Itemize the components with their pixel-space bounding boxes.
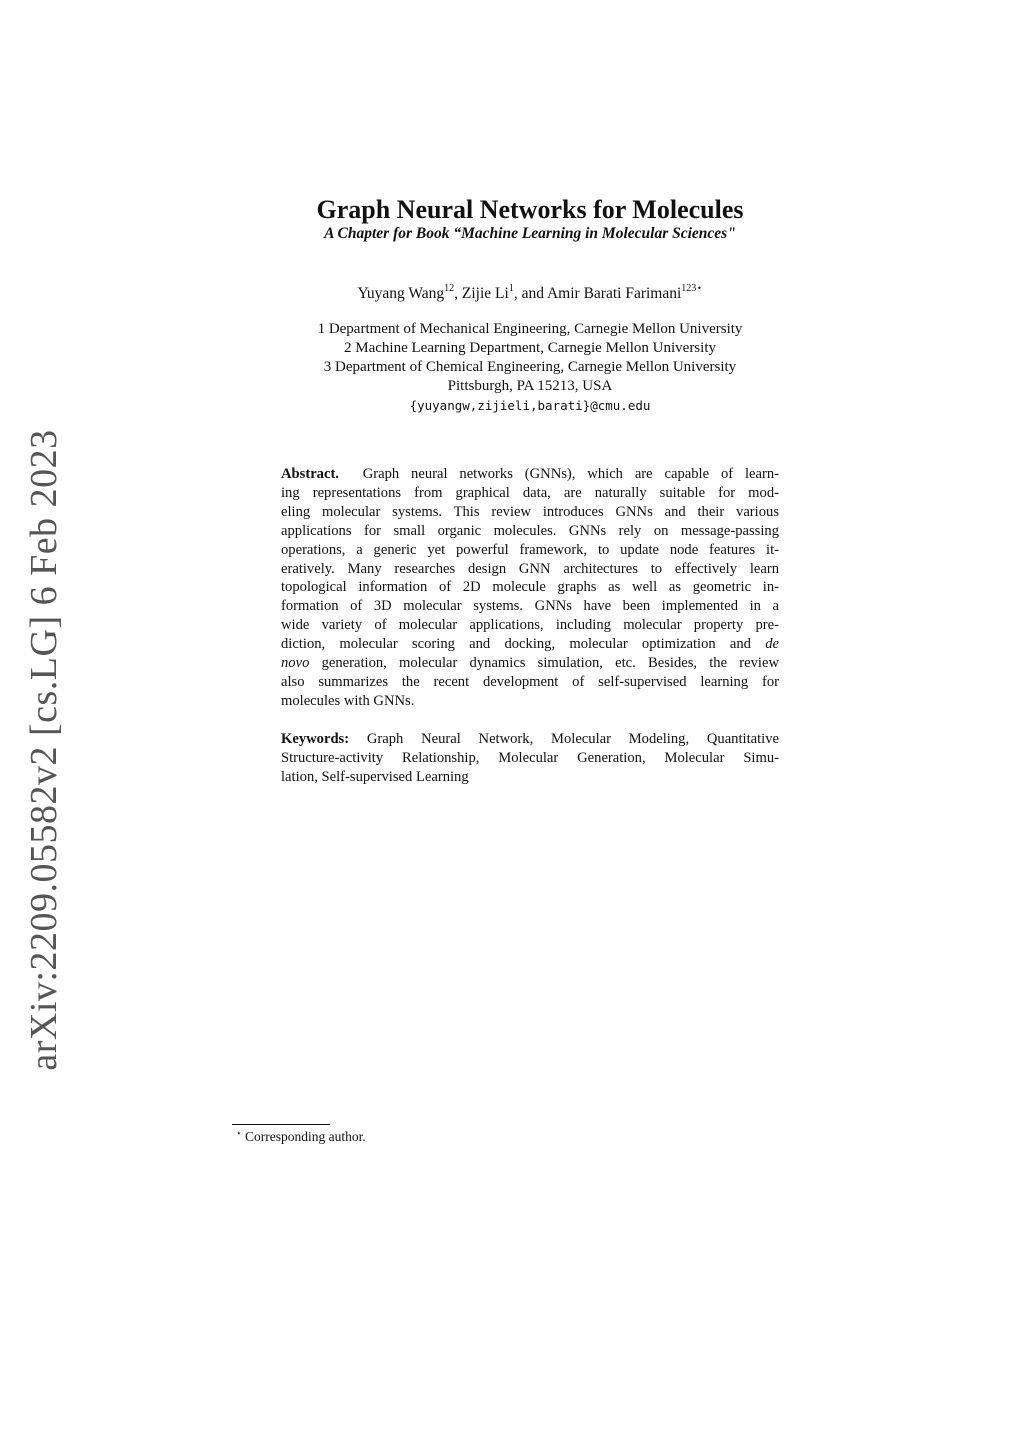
abstract-text: diction, molecular scoring and docking, molecular optimization and [281,636,766,653]
footnote-divider [232,1124,330,1125]
footnote [236,1128,366,1146]
abstract-italic-text: novo [281,655,310,672]
keywords-section [281,730,779,787]
keywords-text: lation, Self-supervised Learning [281,768,469,785]
abstract-text: Graph neural networks (GNNs), which are capable of learn- [362,466,780,482]
paper-title: Graph Neural Networks for Molecules [316,195,744,224]
author-affiliation-marker: 12 [444,283,455,294]
abstract-text: formation of 3D molecular systems. GNNs have been implemented in a [281,598,779,615]
footnote-marker: ⋆ [236,1128,242,1138]
abstract-section [281,465,779,711]
author-name: Zijie Li [461,285,509,302]
abstract-text: topological information of 2D molecule graphs as well as geometric in- [281,579,779,596]
author-separator: , and [513,285,547,302]
keywords-text: Structure-activity Relationship, Molecular Generation, Molecular Simu- [281,749,779,766]
abstract-text: also summarizes the recent development of self-supervised learning for [281,673,779,690]
author-affiliation-marker: 1 [508,283,514,294]
abstract-text: generation, molecular dynamics simulation, etc. Besides, the review [309,655,779,672]
abstract-italic-text: de [765,636,779,653]
affiliation-line: 2 Machine Learning Department, Carnegie Mellon University [344,340,716,356]
contact-email: {yuyangw,zijieli,barati}@cmu.edu [409,398,651,413]
abstract-text: eratively. Many researches design GNN architectures to effectively learn [281,560,779,577]
arxiv-identifier: arXiv:2209.05582v2 [cs.LG] 6 Feb 2023 [23,429,65,1071]
abstract-text: ing representations from graphical data, are naturally suitable for mod- [281,484,779,501]
author-affiliation-marker: 123⋆ [681,283,703,294]
affiliation-address: Pittsburgh, PA 15213, USA [447,378,613,394]
abstract-text: eling molecular systems. This review introduces GNNs and their various [281,503,779,520]
keywords-text: Graph Neural Network, Molecular Modeling, Quantitative [366,731,779,747]
affiliation-block [230,320,830,415]
abstract-text: molecules with GNNs. [281,692,415,709]
author-list [230,284,830,304]
abstract-text: wide variety of molecular applications, including molecular property pre- [281,617,779,634]
author-name: Yuyang Wang [357,285,445,302]
abstract-label: Abstract. [281,466,339,482]
affiliation-line: 3 Department of Chemical Engineering, Carnegie Mellon University [323,359,737,375]
author-name: Amir Barati Farimani [546,285,682,302]
paper-subtitle: A Chapter for Book “Machine Learning in Molecular Sciences" [324,225,736,242]
author-separator: , [454,285,462,302]
footnote-text: Corresponding author. [241,1129,366,1144]
abstract-text: applications for small organic molecules. GNNs rely on message-passing [281,522,779,539]
affiliation-line: 1 Department of Mechanical Engineering, Carnegie Mellon University [317,321,743,337]
keywords-label: Keywords: [281,731,350,747]
abstract-text: operations, a generic yet powerful framework, to update node features it- [281,541,779,558]
